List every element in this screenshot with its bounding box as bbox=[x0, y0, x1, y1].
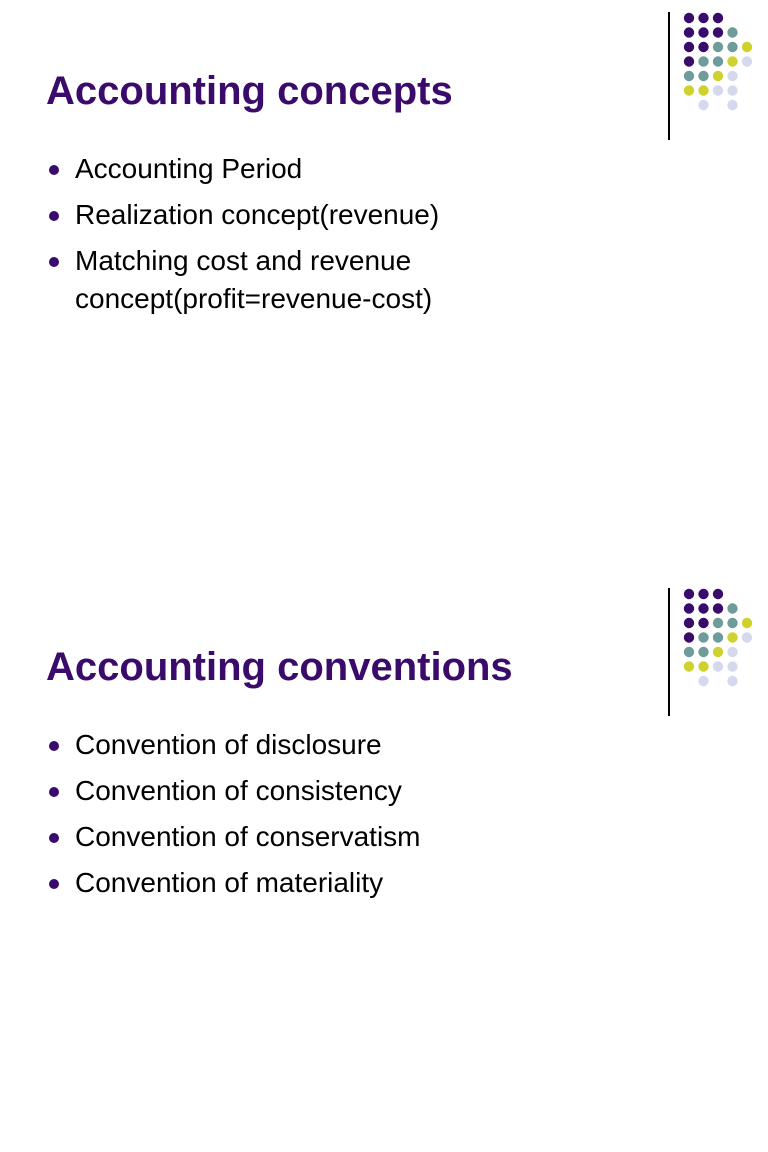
ornament-dot bbox=[742, 632, 752, 642]
ornament-dot bbox=[698, 618, 708, 628]
bullet-text: Convention of disclosure bbox=[75, 729, 382, 760]
bullet-dot-icon bbox=[49, 211, 59, 221]
bullet-dot-icon bbox=[49, 165, 59, 175]
ornament-dot bbox=[713, 632, 723, 642]
ornament-dot bbox=[713, 56, 723, 66]
ornament-dot bbox=[742, 42, 752, 52]
ornament-dot bbox=[727, 71, 737, 81]
bullet-dot-icon bbox=[49, 257, 59, 267]
ornament-dot bbox=[698, 42, 708, 52]
bullet-item bbox=[47, 196, 647, 234]
ornament-dot bbox=[727, 618, 737, 628]
ornament-dot bbox=[698, 85, 708, 95]
bullet-item bbox=[47, 242, 647, 318]
slide-title: Accounting concepts bbox=[46, 69, 453, 113]
ornament-dot bbox=[698, 632, 708, 642]
ornament-dot bbox=[698, 100, 708, 110]
bullet-text: Convention of materiality bbox=[75, 867, 384, 898]
ornament-dot bbox=[698, 71, 708, 81]
ornament-dot bbox=[698, 27, 708, 37]
ornament-dot bbox=[684, 27, 694, 37]
bullet-text: Convention of conservatism bbox=[75, 821, 421, 852]
ornament-dot bbox=[684, 13, 694, 23]
ornament-dot bbox=[713, 661, 723, 671]
ornament-dot bbox=[713, 13, 723, 23]
bullet-dot-icon bbox=[49, 787, 59, 797]
ornament-dot bbox=[684, 618, 694, 628]
ornament-dot bbox=[684, 603, 694, 613]
bullet-item bbox=[47, 864, 647, 902]
dot-grid-icon bbox=[666, 588, 766, 718]
ornament-dot bbox=[684, 647, 694, 657]
ornament-dot bbox=[684, 71, 694, 81]
bullet-text: Accounting Period bbox=[75, 153, 303, 184]
bullet-dot-icon bbox=[49, 879, 59, 889]
ornament-dot bbox=[727, 56, 737, 66]
ornament-dot bbox=[713, 618, 723, 628]
bullet-text: Matching cost and revenue concept(profit=revenue-cost) bbox=[75, 245, 433, 314]
bullet-list bbox=[47, 726, 647, 910]
ornament-dot bbox=[742, 56, 752, 66]
bullet-list bbox=[47, 150, 647, 326]
bullet-item bbox=[47, 726, 647, 764]
ornament-dot bbox=[684, 661, 694, 671]
bullet-text: Realization concept(revenue) bbox=[75, 199, 440, 230]
ornament-dot bbox=[727, 647, 737, 657]
ornament-dot bbox=[698, 56, 708, 66]
ornament-dot bbox=[698, 661, 708, 671]
ornament-dot bbox=[698, 647, 708, 657]
ornament-dot bbox=[713, 71, 723, 81]
bullet-item bbox=[47, 150, 647, 188]
ornament-dot bbox=[727, 27, 737, 37]
ornament-dot bbox=[713, 589, 723, 599]
ornament-dot bbox=[727, 85, 737, 95]
ornament-dot bbox=[727, 661, 737, 671]
ornament-dot bbox=[713, 647, 723, 657]
ornament-dot bbox=[727, 100, 737, 110]
ornament-dot bbox=[727, 42, 737, 52]
ornament-dot bbox=[727, 632, 737, 642]
slide-title: Accounting conventions bbox=[46, 645, 513, 689]
ornament-dot bbox=[727, 603, 737, 613]
dot-grid-icon bbox=[666, 12, 766, 142]
ornament-dot bbox=[698, 13, 708, 23]
ornament-dot bbox=[713, 603, 723, 613]
ornament-dot bbox=[698, 589, 708, 599]
ornament-dot bbox=[713, 42, 723, 52]
ornament-dot bbox=[713, 27, 723, 37]
bullet-dot-icon bbox=[49, 741, 59, 751]
ornament-dot bbox=[684, 56, 694, 66]
dot-grid-ornament bbox=[666, 12, 766, 142]
dot-grid-ornament bbox=[666, 588, 766, 718]
ornament-dot bbox=[713, 85, 723, 95]
ornament-dot bbox=[698, 676, 708, 686]
bullet-item bbox=[47, 772, 647, 810]
bullet-text: Convention of consistency bbox=[75, 775, 402, 806]
ornament-dot bbox=[727, 676, 737, 686]
bullet-dot-icon bbox=[49, 833, 59, 843]
slide-accounting-conventions bbox=[0, 576, 768, 1152]
ornament-dot bbox=[684, 589, 694, 599]
ornament-dot bbox=[698, 603, 708, 613]
ornament-dot bbox=[742, 618, 752, 628]
ornament-dot bbox=[684, 42, 694, 52]
bullet-item bbox=[47, 818, 647, 856]
ornament-dot bbox=[684, 632, 694, 642]
ornament-dot bbox=[684, 85, 694, 95]
